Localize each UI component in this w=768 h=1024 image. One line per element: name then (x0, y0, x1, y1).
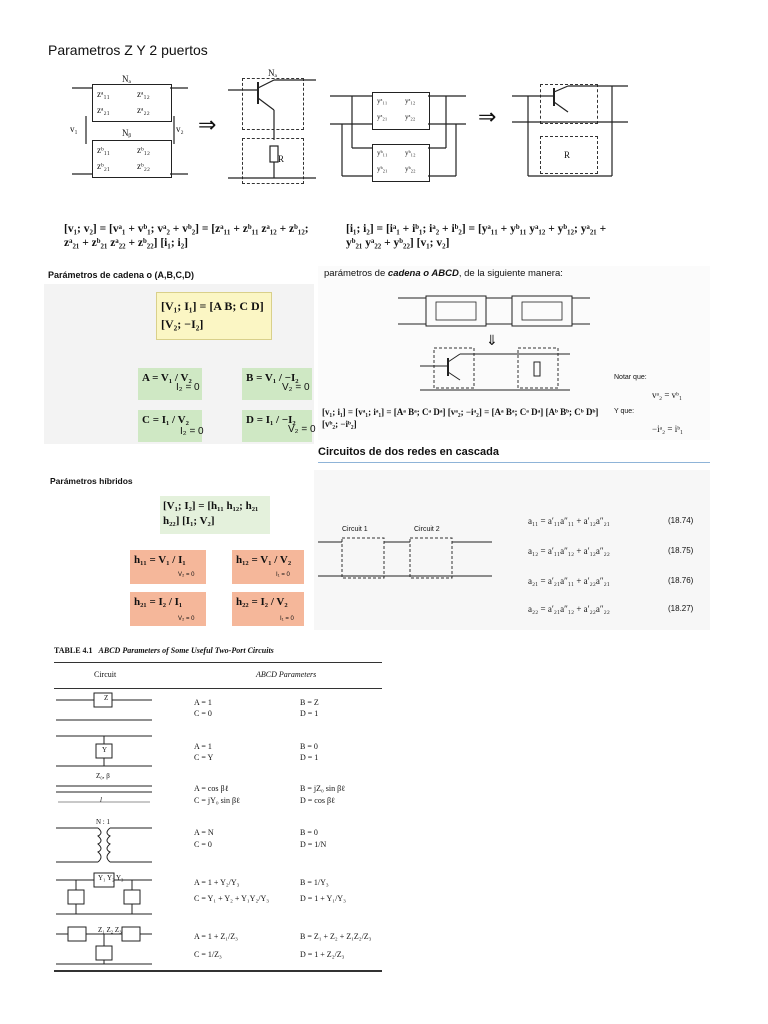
yb22-label: yᵇ₂₂ (405, 165, 416, 173)
chain-matrix-equation: [V₁; I₁] = [A B; C D] [V₂; −I₂] (156, 292, 272, 340)
def-h12 (232, 550, 304, 584)
def-h21-frac: I₂ / I₁ (158, 596, 183, 608)
table-top-rule (54, 662, 382, 663)
table-caption (54, 646, 274, 655)
cascade-eq-2-num: (18.75) (668, 546, 694, 555)
abcd-cascade-equation: [v₁; i₁] = [vᵃ₁; iᵃ₁] = [Aᵃ Bᵃ; Cᵃ Dᵃ] [vᵃ₂; −iᵃ₂] = [Aᵃ Bᵃ; Cᵃ Dᵃ] [Aᵇ Bᵇ; Cᵇ Dᵇ] [vᵇ₂; −iᵇ₂] (322, 407, 599, 429)
y-parallel-wires (328, 76, 468, 186)
table-row-6-circuit-label: Z₁ Z₂ Z₃ (98, 926, 122, 934)
z-transistor-diagram (228, 70, 318, 185)
table-row-4-circuit-label: N : 1 (96, 818, 110, 826)
def-h11-lhs: h₁₁ = (134, 554, 156, 566)
def-b-frac: V₁ / −I₂ (264, 372, 299, 384)
table-bottom-rule (54, 970, 382, 972)
def-h22-cond: I₁ = 0 (280, 616, 294, 622)
table-row-5-c: C = Y₁ + Y₂ + Y₁Y₂/Y₃ (194, 894, 270, 903)
def-h21-lhs: h₂₁ = (134, 596, 156, 608)
def-h22-lhs: h₂₂ = (236, 596, 258, 608)
za21-label: zᵃ₂₁ (97, 105, 110, 115)
yb21-label: yᵇ₂₁ (377, 165, 388, 173)
table-row-6-c: C = 1/Z₃ (194, 950, 222, 959)
abcd-cascade-diagram (396, 286, 592, 332)
table-row-4-c: C = 0 (194, 840, 212, 849)
zb11-label: zᵇ₁₁ (97, 145, 111, 155)
def-a-cond: I₂ = 0 (176, 382, 200, 393)
table-row-3-circuit-label: Z₀, β (96, 772, 110, 780)
z-series-wires (70, 74, 190, 184)
def-b-cond: V₂ = 0 (282, 382, 310, 393)
table-row-3-length-label: l (100, 796, 102, 804)
ya12-label: yᵃ₁₂ (405, 97, 416, 105)
table-caption-text: ABCD Parameters of Some Useful Two-Port Circuits (98, 646, 274, 655)
cascade-eq-4: a₂₂ = a′₂₁a″₁₂ + a′₂₂a″₂₂ (528, 604, 610, 614)
notar-label: Notar que: (614, 374, 647, 381)
table-row-5-a: A = 1 + Y₂/Y₃ (194, 878, 240, 887)
r-label: R (278, 154, 285, 164)
cascade-boxes (316, 534, 496, 582)
yque-eq: −iᵃ₂ = iᵇ₁ (652, 424, 684, 434)
def-d-lhs: D = (246, 414, 263, 426)
circuit1-label: Circuit 1 (342, 526, 368, 533)
table-row-1-a: A = 1 (194, 698, 212, 707)
abcd-intro-bold: cadena o ABCD (387, 268, 459, 279)
table-row-6-d: D = 1 + Z₂/Z₃ (300, 950, 345, 959)
def-a-lhs: A = (142, 372, 159, 384)
down-arrow-icon: ⇓ (486, 332, 498, 348)
arrow-right-icon-2: ⇒ (478, 104, 497, 129)
abcd-intro-post: , de la siguiente manera: (458, 268, 563, 279)
def-c-cond: I₂ = 0 (180, 426, 204, 437)
notar-eq: vᵃ₂ = vᵇ₁ (652, 390, 683, 400)
chain-heading: Parámetros de cadena o (A,B,C,D) (48, 270, 195, 280)
table-row-3-circuit (54, 780, 154, 810)
hybrid-matrix-equation: [V₁; I₂] = [h₁₁ h₁₂; h₂₁ h₂₂] [I₁; V₂] (160, 496, 270, 534)
table-row-5-d: D = 1 + Y₁/Y₃ (300, 894, 346, 903)
table-col-params: ABCD Parameters (256, 670, 317, 679)
zb12-label: zᵇ₁₂ (137, 145, 151, 155)
za22-label: zᵃ₂₂ (137, 105, 150, 115)
def-h12-frac: V₁ / V₂ (260, 554, 292, 566)
na-label-2: Nₐ (268, 68, 277, 78)
table-row-3-c: C = jY₀ sin βℓ (194, 796, 240, 805)
y-parallel-diagram (328, 76, 468, 186)
table-row-3-b: B = jZ₀ sin βℓ (300, 784, 345, 793)
abcd-intro-pre: parámetros de (324, 268, 388, 279)
table-header-rule (54, 688, 382, 689)
transformer-icon (54, 822, 154, 866)
table-row-1-c: C = 0 (194, 709, 212, 718)
def-h12-cond: I₁ = 0 (276, 572, 290, 578)
table-row-4-d: D = 1/N (300, 840, 327, 849)
cascade-diagram (316, 526, 496, 582)
table-row-6-b: B = Z₁ + Z₂ + Z₁Z₂/Z₃ (300, 932, 372, 941)
yb11-label: yᵇ₁₁ (377, 149, 388, 157)
hybrid-heading: Parámetros híbridos (50, 476, 133, 486)
abcd-transistor-diagram (420, 344, 572, 394)
cascade-eq-4-num: (18.27) (668, 604, 694, 613)
ya21-label: yᵃ₂₁ (377, 113, 388, 121)
def-c-frac: I₁ / V₂ (161, 414, 189, 426)
table-row-4-b: B = 0 (300, 828, 318, 837)
circuit2-label: Circuit 2 (414, 526, 440, 533)
def-h22-frac: I₂ / V₂ (260, 596, 288, 608)
def-d-cond: V₂ = 0 (288, 424, 316, 435)
arrow-right-icon: ⇒ (198, 112, 217, 137)
def-h11-frac: V₁ / I₁ (158, 554, 186, 566)
def-c-lhs: C = (142, 414, 159, 426)
table-row-3-d: D = cos βℓ (300, 796, 335, 805)
v1-label: v₁ (70, 124, 78, 134)
table-row-5-b: B = 1/Y₃ (300, 878, 329, 887)
def-h12-lhs: h₁₂ = (236, 554, 258, 566)
table-row-2-b: B = 0 (300, 742, 318, 751)
table-row-2-c: C = Y (194, 753, 214, 762)
abcd-intro (324, 268, 563, 279)
ya11-label: yᵃ₁₁ (377, 97, 388, 105)
z-series-diagram (70, 74, 190, 184)
na-label: Nₐ (122, 74, 131, 84)
ya22-label: yᵃ₂₂ (405, 113, 416, 121)
table-row-2-circuit-label: Y (102, 746, 108, 754)
table-col-circuit: Circuit (94, 670, 117, 679)
cascade-eq-1-num: (18.74) (668, 516, 694, 525)
table-row-1-b: B = Z (300, 698, 319, 707)
table-caption-label: TABLE 4.1 (54, 646, 93, 655)
cascade-eq-3: a₂₁ = a′₂₁a″₁₁ + a′₂₂a″₂₁ (528, 576, 610, 586)
table-row-6-a: A = 1 + Z₁/Z₃ (194, 932, 238, 941)
def-b-lhs: B = (246, 372, 263, 384)
def-d-frac: I₁ / −I₂ (265, 414, 296, 426)
def-a-frac: V₁ / V₂ (160, 372, 192, 384)
def-h11-cond: V₂ = 0 (178, 572, 195, 578)
transistor-icon-2 (510, 72, 630, 184)
zb22-label: zᵇ₂₂ (137, 161, 151, 171)
table-row-5-circuit-label: Y₁ Y₂ Y₃ (98, 874, 124, 882)
y-sum-equation: [i₁; i₂] = [iᵃ₁ + iᵇ₁; iᵃ₂ + iᵇ₂] = [yᵃ₁₁ + yᵇ₁₁ yᵃ₁₂ + yᵇ₁₂; yᵃ₂₁ + yᵇ₂₁ yᵃ₂₂ + yᵇ₂₂] [v₁; v₂] (346, 223, 607, 249)
za12-label: zᵃ₁₂ (137, 89, 150, 99)
z-sum-equation: [v₁; v₂] = [vᵃ₁ + vᵇ₁; vᵃ₂ + vᵇ₂] = [zᵃ₁₁ + zᵇ₁₁ zᵃ₁₂ + zᵇ₁₂; zᵃ₂₁ + zᵇ₂₁ zᵃ₂₂ + zᵇ₂₂] [i₁; i₂] (64, 223, 309, 249)
cascade-eq-1: a₁₁ = a′₁₁a″₁₁ + a′₁₂a″₂₁ (528, 516, 610, 526)
page-title: Parametros Z Y 2 puertos (48, 42, 208, 58)
cascade-divider (318, 462, 710, 463)
table-row-1-d: D = 1 (300, 709, 319, 718)
cascade-eq-2: a₁₂ = a′₁₁a″₁₂ + a′₁₂a″₂₂ (528, 546, 610, 556)
v2-label: v₂ (176, 124, 184, 134)
yb12-label: yᵇ₁₂ (405, 149, 416, 157)
table-row-4-a: A = N (194, 828, 214, 837)
cascade-heading: Circuitos de dos redes en cascada (318, 446, 499, 458)
r-label-2: R (564, 150, 571, 160)
def-h21-cond: V₂ = 0 (178, 616, 195, 622)
transistor-icon (228, 70, 318, 185)
nb-label: Nᵦ (122, 128, 132, 138)
table-row-2-a: A = 1 (194, 742, 212, 751)
table-row-2-d: D = 1 (300, 753, 319, 762)
y-transistor-diagram (510, 72, 630, 184)
za11-label: zᵃ₁₁ (97, 89, 110, 99)
cascade-eq-3-num: (18.76) (668, 576, 694, 585)
table-row-3-a: A = cos βℓ (194, 784, 229, 793)
yque-label: Y que: (614, 408, 635, 415)
table-row-1-circuit-label: Z (104, 694, 109, 702)
def-h11 (130, 550, 206, 584)
zb21-label: zᵇ₂₁ (97, 161, 111, 171)
